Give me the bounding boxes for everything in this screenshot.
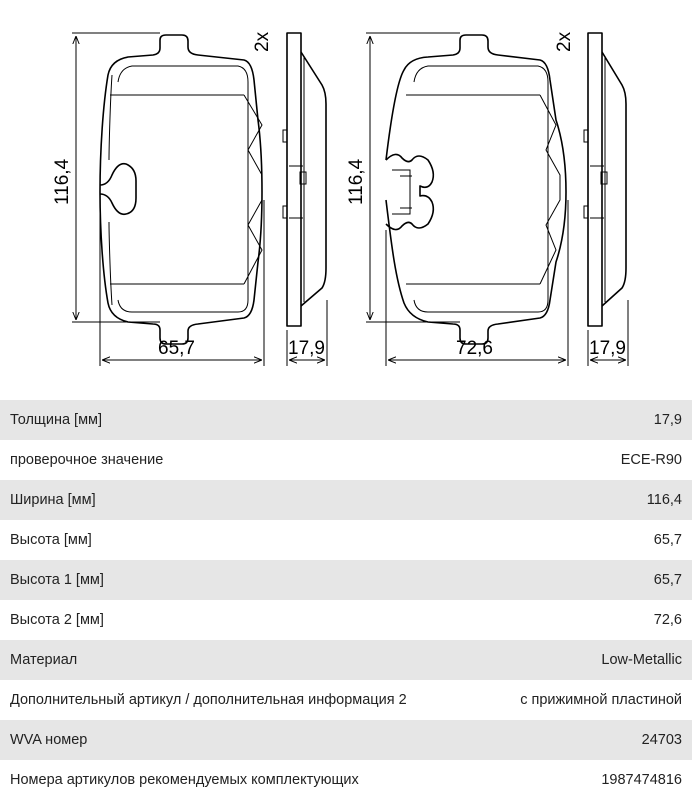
left-pad-front-view — [100, 35, 262, 344]
spec-value: Low-Metallic — [601, 652, 682, 668]
spec-row-height-1 — [0, 560, 692, 600]
spec-value: 17,9 — [653, 412, 682, 428]
spec-label: Дополнительный артикул / дополнительная информация 2 — [10, 692, 407, 708]
spec-value: 116,4 — [646, 492, 682, 508]
right-height-dim-label: 72,6 — [456, 338, 493, 359]
right-pad-side-view — [584, 33, 626, 326]
spec-value: 1987474816 — [601, 772, 682, 788]
spec-row-material — [0, 640, 692, 680]
spec-value: ECE-R90 — [620, 452, 682, 468]
right-pad-front-view — [386, 35, 566, 344]
left-pad-dimensions — [52, 31, 327, 366]
spec-label: Номера артикулов рекомендуемых комплектующих — [10, 772, 359, 788]
spec-row-wva-number — [0, 720, 692, 760]
left-thickness-dim-label: 17,9 — [288, 338, 325, 359]
left-width-dim-label: 116,4 — [52, 158, 73, 205]
spec-row-additional-info — [0, 680, 692, 720]
spec-row-recommended-parts — [0, 760, 692, 800]
left-quantity-label: 2x — [252, 31, 273, 52]
spec-row-height-2 — [0, 600, 692, 640]
spec-row-test-value — [0, 440, 692, 480]
spec-label: Высота 2 [мм] — [10, 612, 104, 628]
right-thickness-dim-label: 17,9 — [589, 338, 626, 359]
right-width-dim-label: 116,4 — [346, 158, 367, 205]
spec-label: Высота 1 [мм] — [10, 572, 104, 588]
brake-pad-technical-drawing — [0, 0, 692, 395]
right-quantity-label: 2x — [554, 31, 575, 52]
spec-row-thickness — [0, 400, 692, 440]
spec-label: WVA номер — [10, 732, 88, 748]
spec-value: 24703 — [641, 732, 682, 748]
spec-label: Высота [мм] — [10, 532, 92, 548]
left-pad-side-view — [283, 33, 326, 326]
spec-value: 65,7 — [653, 572, 682, 588]
right-pad-dimensions — [346, 31, 628, 366]
spec-row-width — [0, 480, 692, 520]
spec-label: Материал — [10, 652, 78, 668]
spec-label: Толщина [мм] — [10, 412, 103, 428]
spec-value: 72,6 — [653, 612, 682, 628]
spec-value: 65,7 — [653, 532, 682, 548]
spec-table — [0, 400, 692, 800]
spec-row-height — [0, 520, 692, 560]
spec-value: с прижимной пластиной — [520, 692, 682, 708]
spec-label: Ширина [мм] — [10, 492, 96, 508]
left-height-dim-label: 65,7 — [158, 338, 195, 359]
spec-label: проверочное значение — [10, 452, 164, 468]
